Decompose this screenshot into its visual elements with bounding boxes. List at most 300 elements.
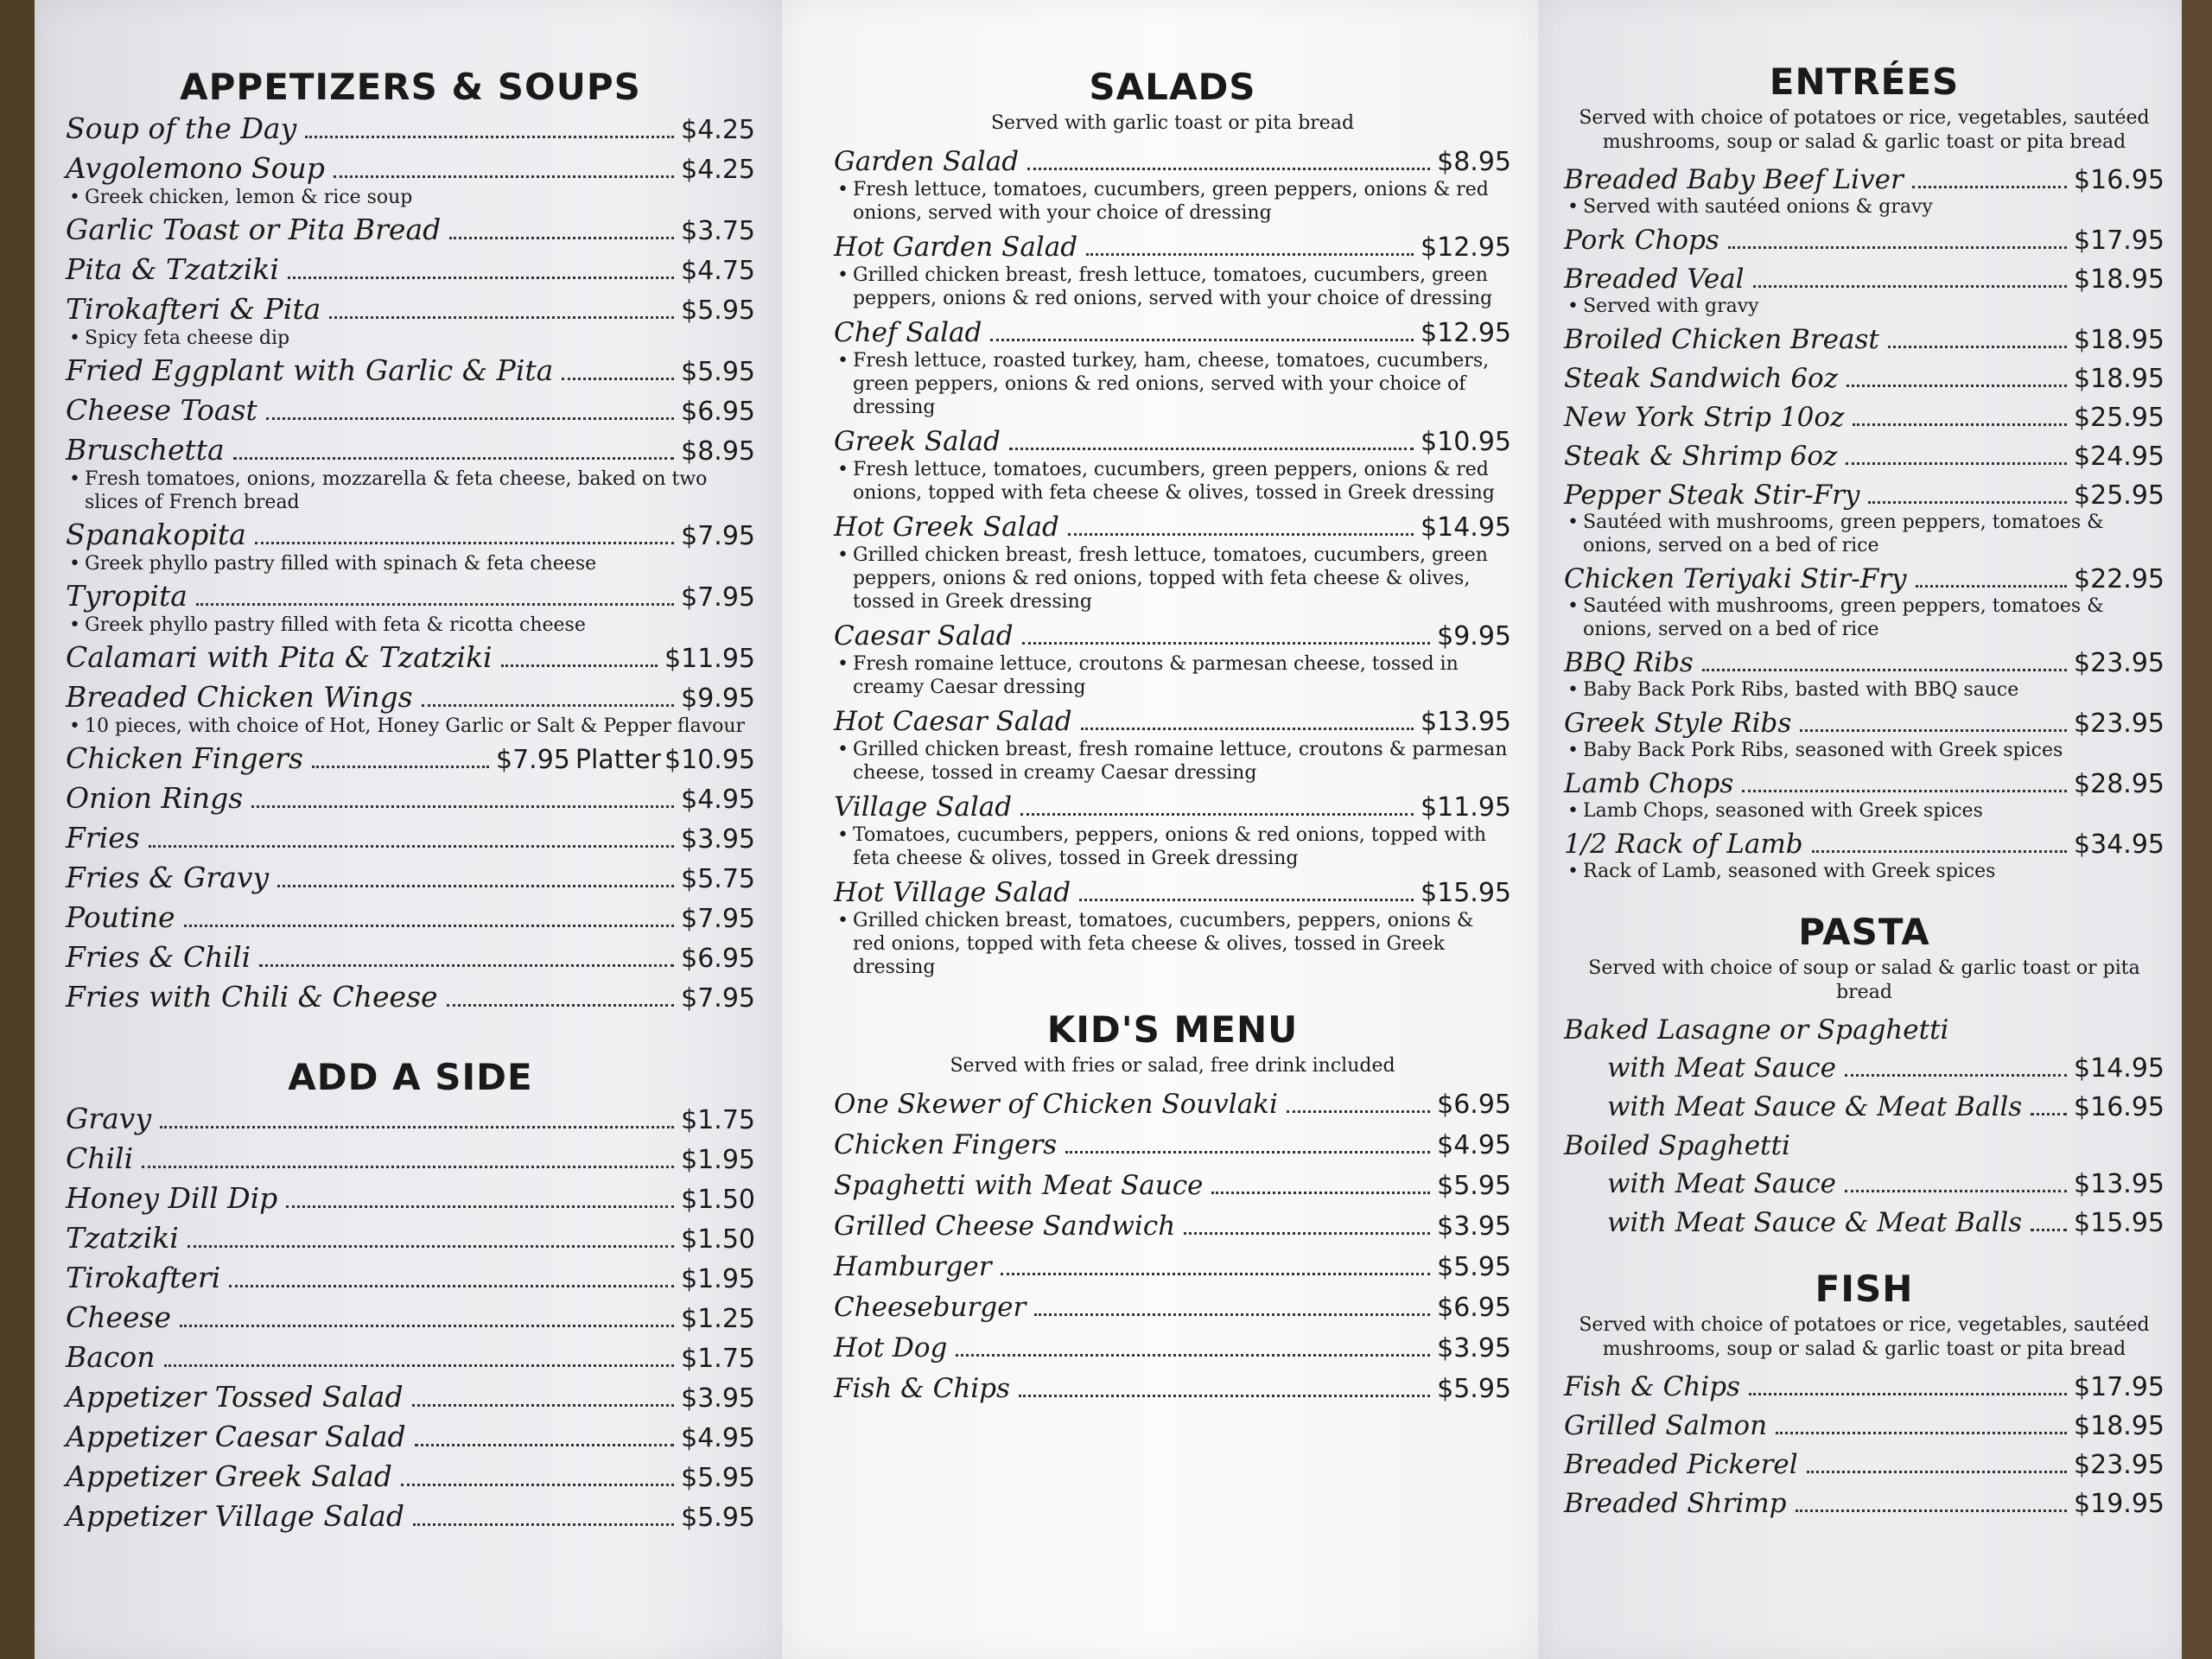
menu-item bbox=[834, 1168, 1511, 1204]
menu-item bbox=[1607, 1206, 2164, 1240]
item-name: Fries & Gravy bbox=[66, 861, 270, 894]
item-description: • Fresh lettuce, tomatoes, cucumbers, green peppers, onions & red onions, served with your choice of dressing bbox=[834, 178, 1511, 225]
item-price: $1.95 bbox=[681, 1264, 755, 1294]
item-price: $6.95 bbox=[681, 397, 755, 427]
item-name: Breaded Veal bbox=[1564, 264, 1745, 295]
leader-dots bbox=[562, 378, 674, 380]
item-name: Spanakopita bbox=[66, 518, 246, 551]
item-price: $18.95 bbox=[2074, 364, 2164, 394]
menu-item bbox=[834, 510, 1511, 613]
menu-item bbox=[834, 315, 1511, 419]
item-price: $7.95 bbox=[681, 983, 755, 1014]
menu-item bbox=[66, 151, 755, 209]
item-price: $3.95 bbox=[681, 1383, 755, 1414]
leader-dots bbox=[288, 276, 674, 279]
section-title-appetizers: APPETIZERS & SOUPS bbox=[180, 66, 641, 108]
item-price: $1.95 bbox=[681, 1145, 755, 1175]
leader-dots bbox=[1742, 790, 2067, 792]
leader-dots bbox=[149, 845, 674, 848]
entrees-note: Served with choice of potatoes or rice, vegetables, sautéed mushrooms, soup or salad & garlic toast or pita bread bbox=[1579, 107, 2150, 153]
salads-list bbox=[834, 144, 1511, 979]
item-price: $24.95 bbox=[2074, 442, 2164, 472]
item-description: • Grilled chicken breast, fresh romaine lettuce, croutons & parmesan cheese, tossed in creamy Caesar dressing bbox=[834, 738, 1511, 785]
item-name: Tyropita bbox=[66, 579, 188, 613]
item-price: $5.95 bbox=[681, 296, 755, 326]
item-name: Avgolemono Soup bbox=[66, 151, 325, 185]
item-price: $3.95 bbox=[1437, 1333, 1511, 1363]
item-name: Breaded Baby Beef Liver bbox=[1564, 164, 1904, 195]
menu-item bbox=[834, 1128, 1511, 1163]
menu-item bbox=[1564, 224, 2164, 257]
leader-dots bbox=[1009, 448, 1414, 450]
section-title-salads: SALADS bbox=[1089, 66, 1256, 108]
item-name: Pepper Steak Stir-Fry bbox=[1564, 480, 1860, 511]
leader-dots bbox=[1034, 1313, 1430, 1316]
item-name: Fries & Chili bbox=[66, 940, 251, 974]
leader-dots bbox=[1211, 1192, 1430, 1194]
leader-dots bbox=[305, 136, 674, 138]
item-price: $25.95 bbox=[2074, 403, 2164, 433]
menu-item bbox=[834, 704, 1511, 785]
item-name: Fish & Chips bbox=[834, 1373, 1010, 1404]
menu-item bbox=[1564, 362, 2164, 396]
item-price: $15.95 bbox=[2074, 1208, 2164, 1238]
item-name: Lamb Chops bbox=[1564, 768, 1734, 799]
section-title-entrees: ENTRÉES bbox=[1769, 60, 1960, 103]
item-price: $14.95 bbox=[2074, 1053, 2164, 1084]
item-price: $25.95 bbox=[2074, 480, 2164, 511]
menu-item bbox=[834, 230, 1511, 310]
item-price: $5.75 bbox=[681, 864, 755, 894]
pasta-group-2-list bbox=[1564, 1167, 2164, 1240]
item-description: • Served with sautéed onions & gravy bbox=[1564, 195, 2164, 219]
item-name: Chef Salad bbox=[834, 317, 982, 348]
item-price: $13.95 bbox=[1421, 707, 1511, 737]
pasta-group-1: Baked Lasagne or Spaghetti bbox=[1564, 1014, 1949, 1046]
pasta-group-1-list bbox=[1564, 1052, 2164, 1124]
leader-dots bbox=[1847, 385, 2067, 387]
item-name: Fries bbox=[66, 821, 140, 855]
item-name: Appetizer Greek Salad bbox=[66, 1459, 392, 1493]
item-name: Pita & Tzatziki bbox=[66, 252, 279, 286]
item-description: • Grilled chicken breast, fresh lettuce, tomatoes, cucumbers, green peppers, onions & red onions, topped with feta cheese & olives, tossed in Greek dressing bbox=[834, 543, 1511, 613]
menu-item bbox=[66, 1261, 755, 1297]
appetizer-list bbox=[66, 111, 755, 738]
leader-dots bbox=[1846, 462, 2067, 465]
item-price: $4.95 bbox=[1437, 1130, 1511, 1160]
salads-note: Served with garlic toast or pita bread bbox=[990, 112, 1355, 134]
section-title-fish: FISH bbox=[1815, 1268, 1914, 1310]
item-description: • Greek chicken, lemon & rice soup bbox=[66, 186, 755, 209]
item-price: $1.75 bbox=[681, 1344, 755, 1374]
leader-dots bbox=[1079, 899, 1414, 901]
item-price: $11.95 bbox=[664, 644, 755, 674]
item-price: $6.95 bbox=[1437, 1090, 1511, 1120]
item-name: Hot Village Salad bbox=[834, 877, 1071, 908]
menu-item bbox=[66, 1102, 755, 1138]
leader-dots bbox=[277, 885, 674, 887]
menu-item bbox=[834, 1371, 1511, 1407]
menu-item bbox=[834, 790, 1511, 870]
item-price: $4.95 bbox=[681, 1423, 755, 1453]
leader-dots bbox=[1845, 1074, 2067, 1077]
item-name: Cheese Toast bbox=[66, 393, 257, 427]
item-price: $1.50 bbox=[681, 1224, 755, 1255]
item-description: • 10 pieces, with choice of Hot, Honey Garlic or Salt & Pepper flavour bbox=[66, 715, 755, 738]
leader-dots bbox=[1027, 168, 1430, 170]
menu-item bbox=[1607, 1052, 2164, 1085]
menu-item bbox=[66, 1459, 755, 1496]
menu-item bbox=[66, 1499, 755, 1535]
menu-panel-right bbox=[1538, 0, 2182, 1659]
leader-dots bbox=[1796, 1510, 2068, 1512]
item-price: $5.95 bbox=[681, 1463, 755, 1493]
leader-dots bbox=[233, 457, 674, 460]
menu-item bbox=[66, 640, 755, 677]
menu-item-chicken-fingers bbox=[66, 741, 755, 778]
leader-dots bbox=[501, 664, 658, 667]
item-price: $5.95 bbox=[1437, 1252, 1511, 1282]
menu-item bbox=[1564, 263, 2164, 318]
item-price: $1.75 bbox=[681, 1105, 755, 1135]
item-name: Tirokafteri & Pita bbox=[66, 292, 321, 326]
item-price: $4.95 bbox=[681, 785, 755, 815]
pasta-group-2: Boiled Spaghetti bbox=[1564, 1130, 1790, 1161]
item-description: • Baby Back Pork Ribs, basted with BBQ sauce bbox=[1564, 678, 2164, 702]
item-name: Hot Dog bbox=[834, 1332, 948, 1363]
leader-dots bbox=[1812, 850, 2067, 853]
item-price: $3.95 bbox=[681, 824, 755, 855]
leader-dots bbox=[1068, 533, 1414, 536]
leader-dots bbox=[1081, 728, 1414, 730]
item-price: $9.95 bbox=[681, 683, 755, 714]
leader-dots bbox=[229, 1285, 674, 1287]
item-price: $23.95 bbox=[2074, 709, 2164, 739]
leader-dots bbox=[1916, 585, 2067, 588]
leader-dots bbox=[990, 339, 1414, 341]
leader-dots bbox=[415, 1444, 675, 1446]
item-price: $22.95 bbox=[2074, 564, 2164, 594]
item-name: Cheese bbox=[66, 1300, 172, 1334]
item-price: $6.95 bbox=[1437, 1293, 1511, 1323]
menu-item bbox=[834, 144, 1511, 225]
item-name: Spaghetti with Meat Sauce bbox=[834, 1170, 1204, 1201]
item-name: Chicken Fingers bbox=[66, 741, 303, 775]
item-name: Appetizer Village Salad bbox=[66, 1499, 404, 1533]
item-name: Breaded Chicken Wings bbox=[66, 680, 413, 714]
item-name: Village Salad bbox=[834, 791, 1013, 823]
item-description: • Served with gravy bbox=[1564, 295, 2164, 318]
leader-dots bbox=[1702, 669, 2067, 671]
fish-note: Served with choice of potatoes or rice, vegetables, sautéed mushrooms, soup or salad & garlic toast or pita bread bbox=[1579, 1314, 2150, 1360]
menu-item bbox=[834, 1209, 1511, 1244]
menu-item bbox=[1564, 479, 2164, 557]
menu-item bbox=[66, 353, 755, 390]
menu-item bbox=[1564, 707, 2164, 762]
item-price: $3.95 bbox=[1437, 1211, 1511, 1242]
leader-dots bbox=[1022, 642, 1431, 645]
item-price: $16.95 bbox=[2074, 165, 2164, 195]
leader-dots bbox=[1888, 346, 2067, 348]
item-name: Hot Caesar Salad bbox=[834, 706, 1072, 737]
item-price: $14.95 bbox=[1421, 512, 1511, 543]
leader-dots bbox=[401, 1484, 674, 1486]
menu-item bbox=[834, 1087, 1511, 1122]
item-price: $23.95 bbox=[2074, 648, 2164, 678]
leader-dots bbox=[266, 417, 674, 420]
menu-item bbox=[66, 1221, 755, 1257]
item-name: Soup of the Day bbox=[66, 111, 297, 145]
leader-dots bbox=[1086, 253, 1414, 256]
leader-dots bbox=[2031, 1113, 2067, 1116]
item-name: Cheeseburger bbox=[834, 1292, 1027, 1323]
item-name: Bruschetta bbox=[66, 433, 225, 467]
item-price: $5.95 bbox=[1437, 1171, 1511, 1201]
item-price: $18.95 bbox=[2074, 325, 2164, 355]
pasta-note: Served with choice of soup or salad & garlic toast or pita bread bbox=[1588, 957, 2140, 1003]
item-price: $7.95 bbox=[681, 582, 755, 613]
menu-item bbox=[66, 1380, 755, 1416]
item-price: $34.95 bbox=[2074, 830, 2164, 860]
leader-dots bbox=[334, 175, 674, 178]
menu-item bbox=[66, 980, 755, 1016]
item-name: Fries with Chili & Cheese bbox=[66, 980, 438, 1014]
item-price: $8.95 bbox=[681, 436, 755, 467]
menu-item bbox=[1564, 563, 2164, 641]
item-price: $6.95 bbox=[681, 944, 755, 974]
item-description: • Spicy feta cheese dip bbox=[66, 327, 755, 350]
menu-item bbox=[66, 213, 755, 249]
menu-panel-middle bbox=[782, 0, 1542, 1659]
leader-dots bbox=[255, 542, 674, 544]
item-price: $4.75 bbox=[681, 256, 755, 286]
item-name: Onion Rings bbox=[66, 781, 244, 815]
leader-dots bbox=[1749, 1393, 2067, 1395]
menu-item bbox=[834, 424, 1511, 505]
item-name: Appetizer Caesar Salad bbox=[66, 1420, 406, 1453]
item-name: Greek Salad bbox=[834, 426, 1001, 457]
menu-item bbox=[66, 1300, 755, 1337]
item-price: $11.95 bbox=[1421, 792, 1511, 823]
item-description: • Grilled chicken breast, fresh lettuce, tomatoes, cucumbers, green peppers, onions & red onions, served with your choice of dressing bbox=[834, 264, 1511, 310]
menu-item bbox=[66, 680, 755, 738]
menu-item bbox=[834, 1290, 1511, 1325]
item-name: Caesar Salad bbox=[834, 620, 1014, 652]
menu-item bbox=[66, 781, 755, 817]
item-name: Gravy bbox=[66, 1102, 152, 1135]
item-name: Fish & Chips bbox=[1564, 1371, 1740, 1402]
item-price: $19.95 bbox=[2074, 1489, 2164, 1519]
item-name: with Meat Sauce & Meat Balls bbox=[1607, 1207, 2023, 1238]
leader-dots bbox=[259, 964, 674, 967]
item-description: • Greek phyllo pastry filled with spinach & feta cheese bbox=[66, 552, 755, 575]
menu-item bbox=[834, 619, 1511, 699]
item-name: Appetizer Tossed Salad bbox=[66, 1380, 404, 1414]
item-description: • Sautéed with mushrooms, green peppers, tomatoes & onions, served on a bed of rice bbox=[1564, 594, 2164, 641]
leader-dots bbox=[1728, 246, 2067, 249]
menu-item bbox=[1607, 1167, 2164, 1201]
item-price: $15.95 bbox=[1421, 878, 1511, 908]
menu-item bbox=[66, 518, 755, 575]
menu-item bbox=[66, 1340, 755, 1376]
menu-panel-left bbox=[35, 0, 786, 1659]
menu-item bbox=[1564, 1487, 2164, 1521]
item-description: • Greek phyllo pastry filled with feta & ricotta cheese bbox=[66, 613, 755, 637]
leader-dots bbox=[286, 1205, 674, 1208]
item-name: Garlic Toast or Pita Bread bbox=[66, 213, 442, 246]
section-title-sides: ADD A SIDE bbox=[288, 1056, 533, 1098]
menu-item bbox=[1564, 1370, 2164, 1404]
menu-item bbox=[1607, 1090, 2164, 1124]
leader-dots bbox=[329, 316, 674, 319]
item-name: with Meat Sauce bbox=[1607, 1052, 1836, 1084]
leader-dots bbox=[160, 1126, 674, 1128]
menu-item bbox=[66, 821, 755, 857]
item-name: Chicken Fingers bbox=[834, 1129, 1058, 1160]
leader-dots bbox=[1020, 813, 1414, 816]
item-description: • Baby Back Pork Ribs, seasoned with Greek spices bbox=[1564, 739, 2164, 762]
item-description: • Fresh tomatoes, onions, mozzarella & feta cheese, baked on two slices of French bread bbox=[66, 467, 755, 514]
item-price: $4.25 bbox=[681, 155, 755, 185]
item-price: $5.95 bbox=[681, 357, 755, 387]
menu-item bbox=[66, 579, 755, 637]
item-price: $9.95 bbox=[1437, 621, 1511, 652]
menu-item bbox=[1564, 163, 2164, 219]
leader-dots bbox=[2031, 1229, 2067, 1231]
item-price: $4.25 bbox=[681, 115, 755, 145]
item-name: Grilled Salmon bbox=[1564, 1410, 1768, 1441]
item-price: $17.95 bbox=[2074, 1372, 2164, 1402]
item-name: 1/2 Rack of Lamb bbox=[1564, 829, 1803, 860]
menu-item bbox=[66, 1181, 755, 1217]
leader-dots bbox=[1287, 1110, 1430, 1113]
item-name: with Meat Sauce & Meat Balls bbox=[1607, 1091, 2023, 1122]
leader-dots bbox=[1845, 1190, 2067, 1192]
item-price: $23.95 bbox=[2074, 1450, 2164, 1480]
menu-item bbox=[66, 433, 755, 514]
item-name: Calamari with Pita & Tzatziki bbox=[66, 640, 493, 674]
item-price: $5.95 bbox=[681, 1503, 755, 1533]
item-name: Chicken Teriyaki Stir-Fry bbox=[1564, 563, 1907, 594]
menu-item bbox=[66, 1141, 755, 1178]
item-name: Tirokafteri bbox=[66, 1261, 221, 1294]
menu-item bbox=[66, 861, 755, 897]
item-price: $10.95 bbox=[1421, 427, 1511, 457]
menu-item bbox=[1564, 440, 2164, 474]
item-price: $7.95 bbox=[495, 745, 570, 775]
item-name: Poutine bbox=[66, 900, 175, 934]
leader-dots bbox=[1184, 1232, 1430, 1235]
menu-item bbox=[1564, 323, 2164, 357]
leader-dots bbox=[1912, 186, 2067, 188]
item-name: Breaded Pickerel bbox=[1564, 1449, 1798, 1480]
item-description: • Tomatoes, cucumbers, peppers, onions & red onions, topped with feta cheese & olives, tossed in Greek dressing bbox=[834, 823, 1511, 870]
item-description: • Grilled chicken breast, tomatoes, cucumbers, peppers, onions & red onions, topped with feta cheese & olives, tossed in Greek dressing bbox=[834, 909, 1511, 979]
leader-dots bbox=[196, 603, 674, 606]
leader-dots bbox=[449, 237, 674, 239]
entrees-list bbox=[1564, 163, 2164, 883]
leader-dots bbox=[164, 1364, 675, 1367]
menu-item bbox=[66, 252, 755, 289]
menu-item bbox=[66, 393, 755, 429]
item-price: $13.95 bbox=[2074, 1169, 2164, 1199]
leader-dots bbox=[1001, 1273, 1431, 1275]
leader-dots bbox=[1868, 501, 2067, 504]
fish-list bbox=[1564, 1370, 2164, 1521]
leader-dots bbox=[1807, 1471, 2067, 1473]
item-price: $1.25 bbox=[681, 1304, 755, 1334]
item-name: Steak & Shrimp 6oz bbox=[1564, 441, 1838, 472]
leader-dots bbox=[956, 1354, 1430, 1357]
item-price: $12.95 bbox=[1421, 318, 1511, 348]
leader-dots bbox=[1019, 1395, 1430, 1397]
item-price: $5.95 bbox=[1437, 1374, 1511, 1404]
item-description: • Lamb Chops, seasoned with Greek spices bbox=[1564, 799, 2164, 823]
item-name: Hamburger bbox=[834, 1251, 992, 1282]
leader-dots bbox=[184, 925, 675, 927]
leader-dots bbox=[142, 1166, 674, 1168]
menu-item bbox=[834, 1331, 1511, 1366]
kids-list bbox=[834, 1087, 1511, 1407]
item-name: Tzatziki bbox=[66, 1221, 179, 1255]
menu-item bbox=[1564, 828, 2164, 883]
leader-dots bbox=[413, 1523, 674, 1526]
item-price: $16.95 bbox=[2074, 1092, 2164, 1122]
menu-item bbox=[1564, 646, 2164, 702]
kids-note: Served with fries or salad, free drink included bbox=[950, 1055, 1395, 1077]
leader-dots bbox=[422, 704, 675, 707]
leader-dots bbox=[1776, 1432, 2067, 1434]
menu-item bbox=[1564, 401, 2164, 435]
item-price: $8.95 bbox=[1437, 147, 1511, 177]
item-name: Hot Greek Salad bbox=[834, 512, 1059, 543]
leader-dots bbox=[412, 1404, 675, 1407]
leader-dots bbox=[1753, 285, 2067, 288]
item-name: BBQ Ribs bbox=[1564, 647, 1694, 678]
menu-item bbox=[1564, 1409, 2164, 1443]
platter-label: Platter bbox=[575, 745, 662, 775]
item-description: • Rack of Lamb, seasoned with Greek spices bbox=[1564, 860, 2164, 883]
item-price: $28.95 bbox=[2074, 769, 2164, 799]
leader-dots bbox=[312, 766, 489, 768]
item-name: Broiled Chicken Breast bbox=[1564, 324, 1879, 355]
leader-dots bbox=[1853, 423, 2067, 426]
item-name: with Meat Sauce bbox=[1607, 1168, 1836, 1199]
item-price: $1.50 bbox=[681, 1185, 755, 1215]
item-price: $17.95 bbox=[2074, 226, 2164, 256]
item-price: $3.75 bbox=[681, 216, 755, 246]
leader-dots bbox=[1800, 729, 2067, 732]
item-price: $7.95 bbox=[681, 904, 755, 934]
item-name: Chili bbox=[66, 1141, 134, 1175]
item-description: • Fresh lettuce, roasted turkey, ham, cheese, tomatoes, cucumbers, green peppers, onions & red onions, served with your choice of dressing bbox=[834, 349, 1511, 419]
item-description: • Fresh lettuce, tomatoes, cucumbers, green peppers, onions & red onions, topped with feta cheese & olives, tossed in Greek dressing bbox=[834, 458, 1511, 505]
menu-item bbox=[66, 111, 755, 148]
item-name: Hot Garden Salad bbox=[834, 232, 1078, 263]
item-name: Fried Eggplant with Garlic & Pita bbox=[66, 353, 554, 387]
item-price: $18.95 bbox=[2074, 1411, 2164, 1441]
item-name: Steak Sandwich 6oz bbox=[1564, 363, 1839, 394]
item-name: Pork Chops bbox=[1564, 225, 1719, 256]
item-description: • Fresh romaine lettuce, croutons & parmesan cheese, tossed in creamy Caesar dressing bbox=[834, 652, 1511, 699]
item-name: One Skewer of Chicken Souvlaki bbox=[834, 1089, 1278, 1120]
menu-item bbox=[1564, 767, 2164, 823]
item-name: Greek Style Ribs bbox=[1564, 708, 1792, 739]
menu-item bbox=[834, 875, 1511, 979]
leader-dots bbox=[447, 1004, 675, 1007]
menu-item bbox=[66, 1420, 755, 1456]
platter-price: $10.95 bbox=[664, 745, 755, 775]
